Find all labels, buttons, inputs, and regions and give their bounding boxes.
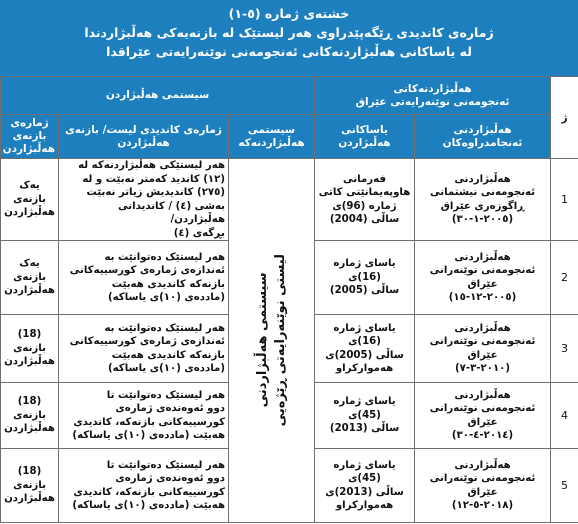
constituencies-cell: (18) بازنەی هەڵبژاردن [1,315,59,383]
row-index: 5 [551,449,578,523]
election-cell: هەڵبژاردنی ئەنجومەنی نوێنەرانی عێراق (٢٠١٨-٥-١٢) [415,449,551,523]
candidates-cell: هەر لیستێک دەتوانێت بە ئەندازەی ژمارەی کورسییەکانی بازنەکە کاندیدی هەبێت (ماددەی (١٠)ی یاساکە) [59,315,229,383]
table-title-line-1: خشتەی ژمارە (٥-١) [228,6,350,21]
candidate-count-header: ژمارەی کاندیدی لیست/ بازنەی هەڵبژاردن [59,115,229,159]
election-laws-header: یاساکانی هەڵبژاردن [315,115,415,159]
electoral-system-header: سیستمی هەڵبژاردنەکە [229,115,315,159]
election-cell: هەڵبژاردنی ئەنجومەنی نیشتمانی ڕاگوزەری عێراق (٢٠٠٥-١-٣٠) [415,159,551,241]
law-cell: یاسای ژمارە (16)ی ساڵی (2005)ی هەمواركراو [315,315,415,383]
index-header: ژ [551,77,578,159]
constituencies-cell: یەک بازنەی هەڵبژاردن [1,159,59,241]
table-title-line-3: لە یاساکانی هەڵبژاردنەکانی ئەنجومەنی نوێنەرایەتی عێراقدا [106,44,472,59]
header-row-2 [1,115,578,159]
law-cell: یاسای ژمارە (45)ی ساڵی (2013) [315,383,415,449]
election-laws-table [0,76,578,523]
system-group-header: سیستمی هەڵبژاردن [1,77,315,115]
candidates-cell: هەر لیستێک دەتوانێت تا دوو ئەوەندەی ژمارەی کورسییەکانی بازنەکە، کاندیدی هەبێت (ماددەی (١٠)ی یاساکە) [59,449,229,523]
election-cell: هەڵبژاردنی ئەنجومەنی نوێنەرانی عێراق (٢٠١٠-٣-٧) [415,315,551,383]
constituencies-cell: (18) بازنەی هەڵبژاردن [1,449,59,523]
table-title-line-2: ژمارەی کاندیدی ڕێگەپێدراوی هەر لیستێک لە بازنەیەکی هەڵبژاردندا [84,25,494,40]
constituencies-cell: یەک بازنەی هەڵبژاردن [1,241,59,315]
table-row [1,159,578,241]
constituencies-cell: (18) بازنەی هەڵبژاردن [1,383,59,449]
table-title [0,0,578,76]
election-cell: هەڵبژاردنی ئەنجومەنی نوێنەرانی عێراق (٢٠١٤-٤-٣٠) [415,383,551,449]
header-row-1 [1,77,578,115]
merged-system-cell [229,159,315,523]
row-index: 2 [551,241,578,315]
constituency-count-header: ژمارەی بازنەی هەڵبژاردن [1,115,59,159]
elections-header: هەڵبژاردنی ئەنجامدراوەکان [415,115,551,159]
candidates-cell: هەر لیستێک دەتوانێت بە ئەندازەی ژمارەی کورسییەکانی بازنەکە کاندیدی هەبێت (ماددەی (١٠)ی یاساکە) [59,241,229,315]
merged-system-text: سیستمی هەڵبژاردنی لیستی نوێنەرایەتی ڕێژەیی [254,254,288,427]
row-index: 1 [551,159,578,241]
candidates-cell: هەر لیستێک دەتوانێت تا دوو ئەوەندەی ژمارەی کورسییەکانی بازنەکە، کاندیدی هەبێت (ماددەی (١٠)ی یاساکە) [59,383,229,449]
law-cell: فەرمانی هاوپەیمانێتی کاتی ژمارە (96)ی ساڵی (2004) [315,159,415,241]
row-index: 3 [551,315,578,383]
row-index: 4 [551,383,578,449]
law-cell: یاسای ژمارە (45)ی ساڵی (2013)ی هەمواركراو [315,449,415,523]
law-cell: یاسای ژمارە (16)ی ساڵی (2005) [315,241,415,315]
election-cell: هەڵبژاردنی ئەنجومەنی نوێنەرانی عێراق (٢٠٠٥-١٢-١٥) [415,241,551,315]
candidates-cell: هەر لیستێکی هەڵبژاردنەکە لە (١٢) کاندید کەمتر نەبێت و لە (٢٧٥) کاندیدیش زیاتر نەبێت بەشی (٤) / کاندیدانی هەڵبژاردن/ بڕگەی (٤) [59,159,229,241]
elections-group-header: هەڵبژاردنەکانی ئەنجومەنی نوێنەرایەتی عێراق [315,77,551,115]
